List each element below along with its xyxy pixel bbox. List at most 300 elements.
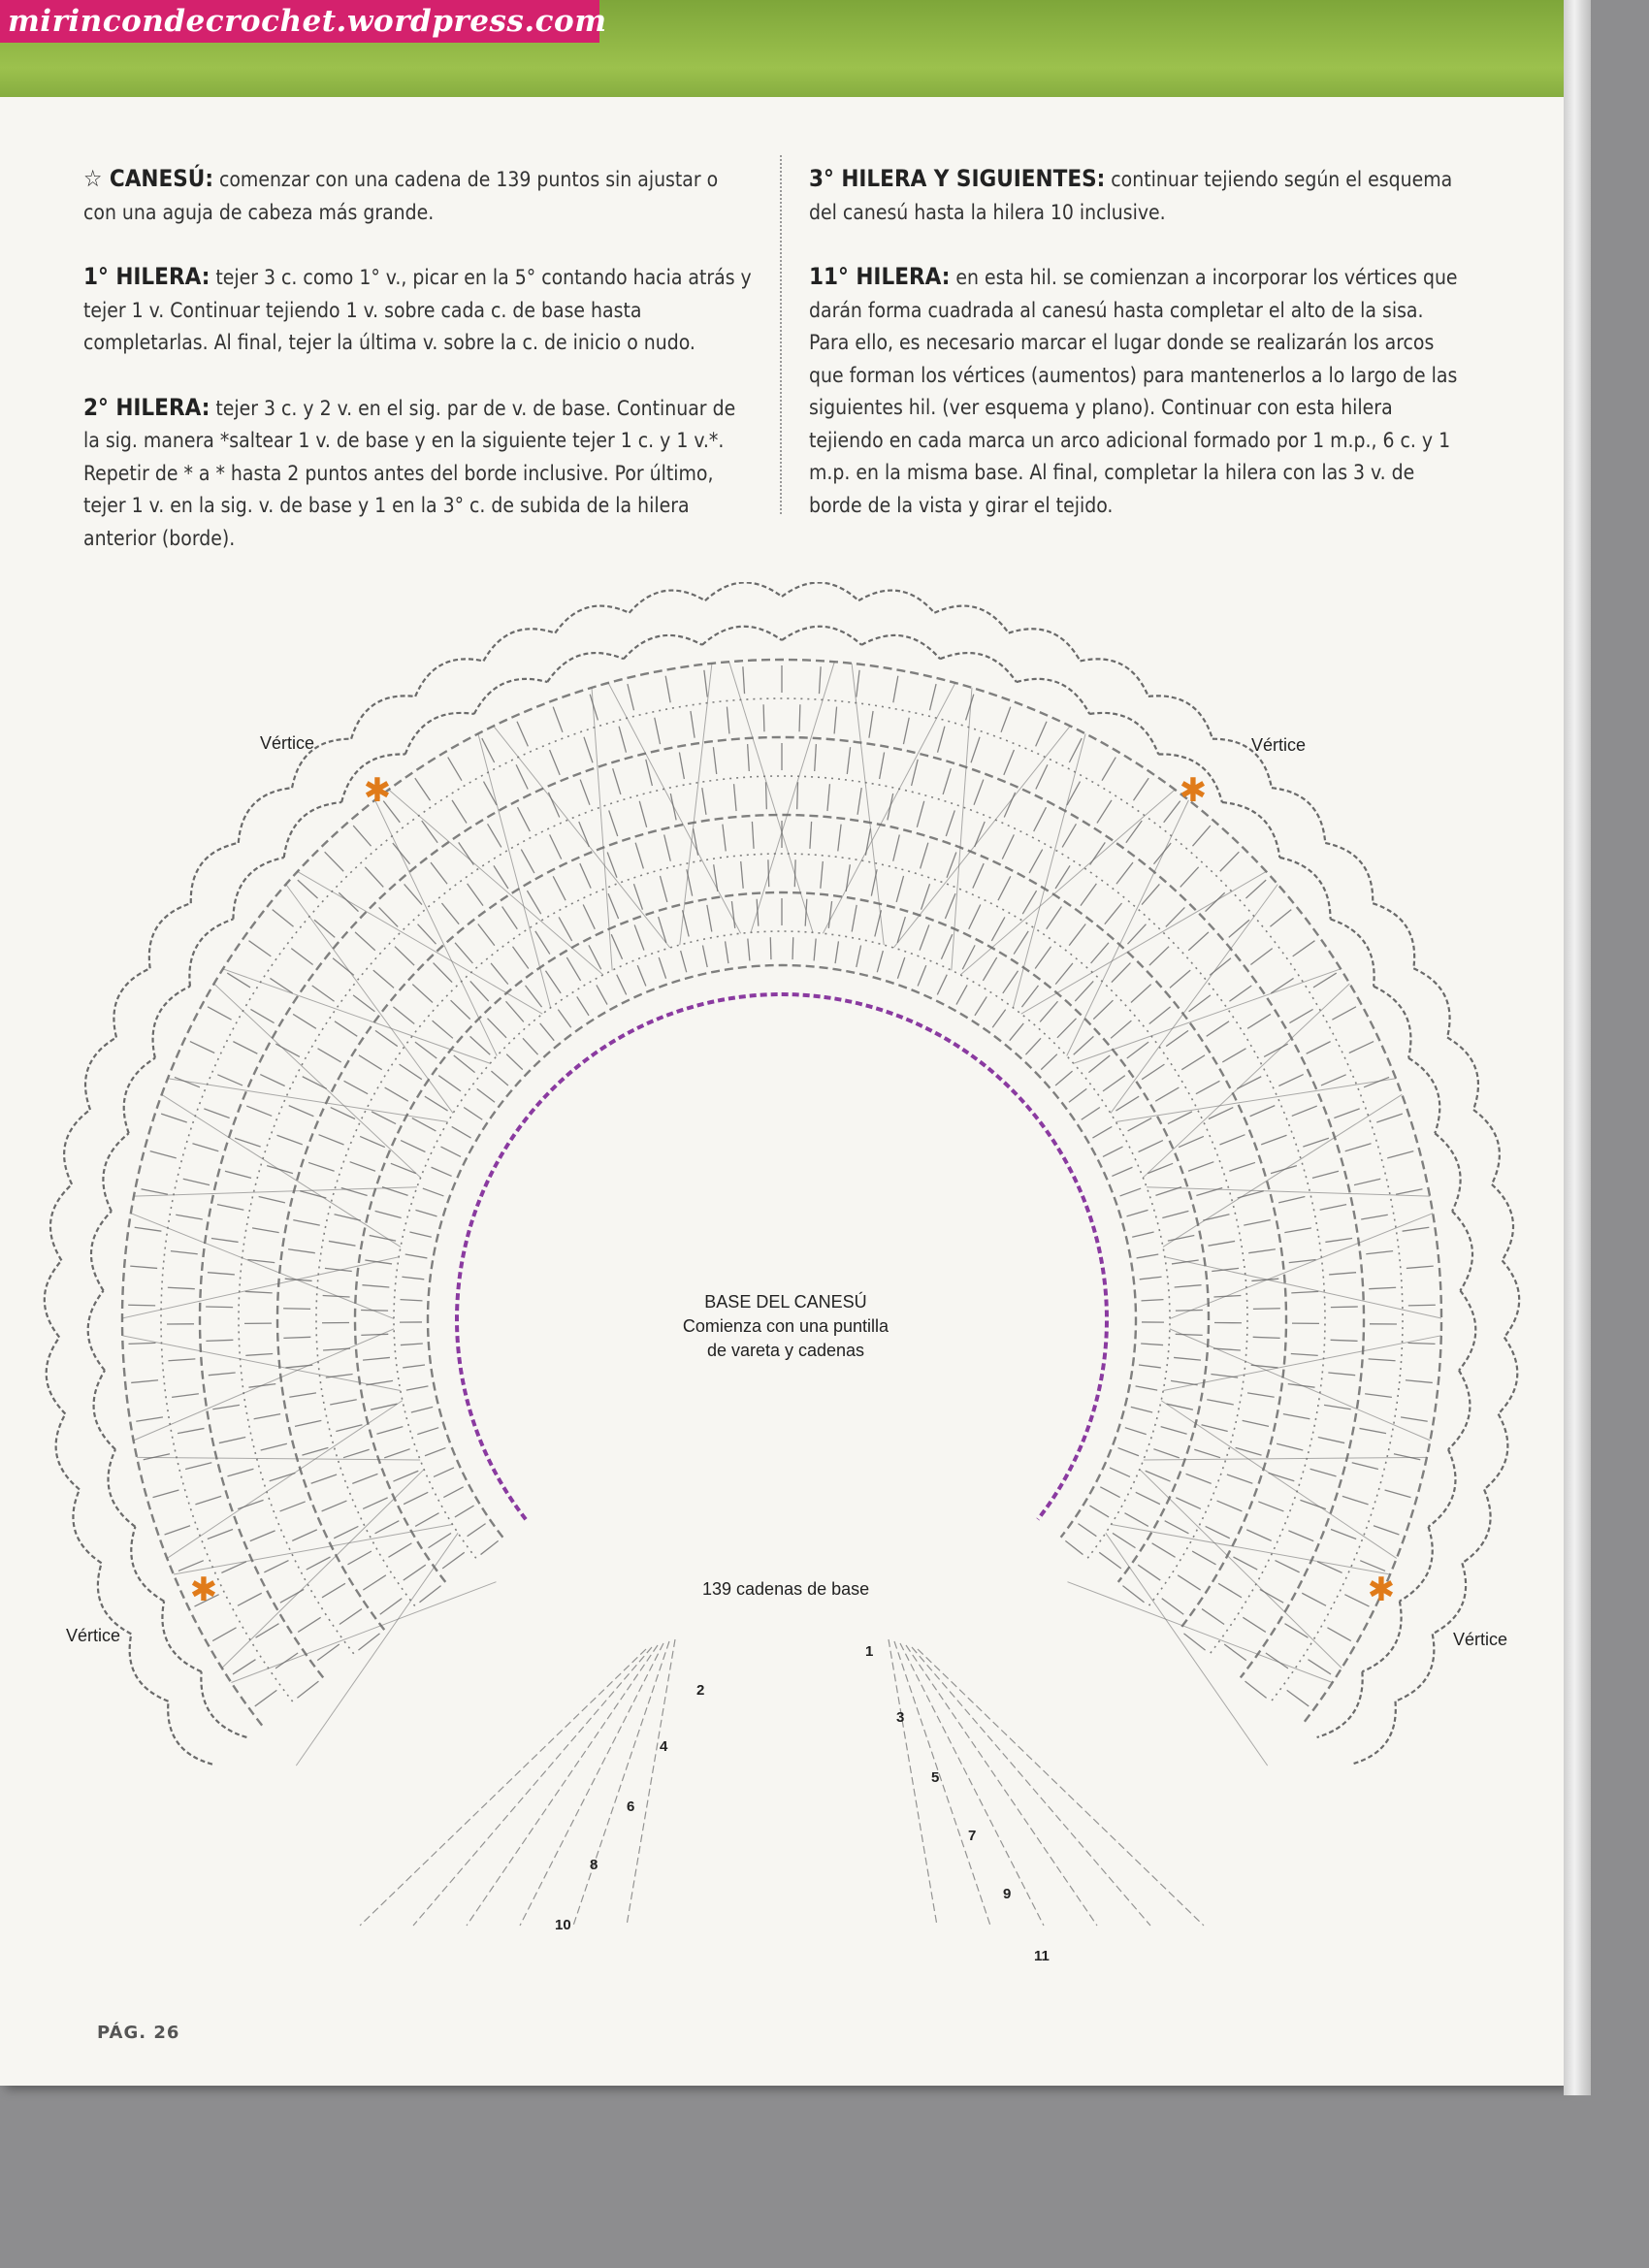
page-edge — [1564, 0, 1591, 2095]
stitch-tick — [246, 1106, 272, 1116]
stitch-tick — [1127, 1210, 1148, 1216]
stitch-tick — [1133, 778, 1148, 800]
stitch-tick — [1202, 1609, 1224, 1625]
stitch-tick — [639, 801, 646, 827]
center-line-1: Comienza con una puntilla — [682, 1316, 889, 1336]
stitch-tick — [1164, 801, 1180, 823]
scallop-arc — [88, 1290, 105, 1370]
stitch-tick — [748, 939, 750, 961]
stitch-tick — [245, 1353, 273, 1355]
scallop-arc — [1351, 1701, 1396, 1765]
scallop-arc — [1089, 713, 1158, 755]
stitch-tick — [613, 768, 621, 794]
stitch-tick — [470, 1036, 491, 1054]
stitch-tick — [1206, 1526, 1230, 1538]
stitch-tick — [488, 824, 501, 847]
stitch-tick — [176, 1215, 203, 1219]
scallop-arc — [47, 1338, 66, 1414]
stitch-tick — [404, 884, 422, 904]
scallop-arc — [1413, 968, 1449, 1037]
stitch-tick — [329, 1241, 356, 1246]
stitch-tick — [206, 1340, 233, 1341]
stitch-tick — [1004, 750, 1015, 775]
stitch-tick — [1092, 1126, 1112, 1138]
scallop-arc — [1452, 1212, 1472, 1291]
stitch-tick — [617, 975, 627, 995]
stitch-tick — [992, 1010, 1005, 1028]
row-number-left-6: 6 — [627, 1798, 635, 1815]
row-number-left-8: 8 — [590, 1857, 598, 1873]
stitch-tick — [330, 1400, 357, 1405]
stitch-tick — [1180, 867, 1199, 888]
stitch-tick — [1069, 1088, 1086, 1102]
stitch-tick — [921, 843, 928, 869]
stitch-tick — [857, 946, 861, 968]
stitch-tick — [975, 822, 986, 847]
stitch-tick — [559, 917, 572, 940]
stitch-tick — [1089, 1506, 1109, 1517]
stitch-tick — [1103, 1147, 1123, 1156]
stitch-tick — [1207, 1400, 1234, 1405]
stitch-tick — [1029, 850, 1043, 873]
stitch-tick — [962, 945, 975, 969]
stitch-tick — [1139, 1141, 1163, 1152]
row11-title: 11° HILERA: — [809, 263, 951, 290]
vertex-star-icon: ✱ — [189, 1571, 218, 1609]
stitch-tick — [395, 947, 414, 965]
stitch-tick — [1245, 880, 1266, 898]
stitch-tick — [365, 867, 383, 888]
scallop-arc — [94, 1371, 115, 1450]
stitch-tick — [491, 963, 508, 985]
stitch-tick — [355, 932, 375, 951]
stitch-tick — [1178, 1575, 1201, 1590]
stitch-tick — [440, 1147, 461, 1156]
stitch-tick — [1162, 1599, 1184, 1615]
stitch-tick — [404, 1565, 426, 1580]
stitch-tick — [335, 1215, 361, 1220]
stitch-tick — [1244, 1220, 1270, 1226]
stitch-tick — [857, 788, 861, 815]
stitch-tick — [153, 1490, 179, 1498]
stitch-tick — [847, 747, 850, 774]
stitch-tick — [1220, 852, 1240, 871]
column-divider — [780, 155, 782, 514]
stitch-tick — [363, 1575, 386, 1590]
stitch-tick — [1141, 1344, 1163, 1345]
stitch-tick — [1004, 793, 1015, 818]
stitch-tick — [1062, 824, 1076, 847]
row-number-left-10: 10 — [555, 1917, 571, 1933]
stitch-tick — [1229, 1162, 1255, 1171]
scallop-arc — [555, 606, 629, 633]
stitch-tick — [1132, 1232, 1153, 1237]
side-band-line — [627, 1639, 675, 1926]
stitch-tick — [731, 901, 734, 928]
stitch-tick — [388, 1543, 411, 1557]
stitch-tick — [714, 864, 718, 891]
scallop-arc — [1325, 843, 1373, 903]
stitch-tick — [255, 1690, 277, 1706]
stitch-tick — [506, 1054, 523, 1070]
stitch-tick — [380, 1599, 403, 1615]
stitch-tick — [1300, 1500, 1325, 1508]
stitch-tick — [1275, 1561, 1299, 1572]
stitch-tick — [409, 1232, 431, 1237]
stitch-tick — [1331, 1307, 1358, 1308]
stitch-tick — [339, 892, 358, 911]
stitch-tick — [1102, 758, 1116, 781]
stitch-tick — [723, 825, 726, 852]
stitch-tick — [1271, 978, 1293, 993]
stitch-tick — [1168, 1236, 1194, 1242]
stitch-tick — [319, 1135, 344, 1145]
scallop-arc — [109, 1449, 136, 1527]
stitch-tick — [1236, 1447, 1262, 1455]
stitch-tick — [597, 985, 607, 1004]
stitch-tick — [550, 834, 562, 859]
scallop-arc — [1373, 903, 1414, 968]
stitch-tick — [659, 957, 665, 979]
stitch-tick — [1192, 1551, 1215, 1565]
side-band-line — [413, 1647, 652, 1926]
side-band-line — [573, 1641, 669, 1926]
stitch-tick — [1138, 1565, 1160, 1580]
vertex-label-top-right: Vértice — [1251, 735, 1307, 755]
stitch-tick — [1408, 1305, 1436, 1306]
stitch-tick — [1091, 943, 1109, 963]
stitch-tick — [518, 807, 531, 831]
stitch-tick — [1116, 1096, 1139, 1111]
stitch-tick — [897, 957, 904, 979]
stitch-tick — [1179, 1136, 1204, 1147]
scallop-arc — [940, 653, 1017, 682]
stitch-tick — [1170, 970, 1190, 988]
stitch-tick — [1325, 1239, 1352, 1243]
stitch-tick — [535, 931, 550, 955]
stitch-tick — [609, 810, 618, 836]
scallop-arc — [1433, 1563, 1466, 1634]
stitch-tick — [434, 963, 453, 983]
stitch-tick — [1081, 884, 1096, 906]
stitch-tick — [1403, 1227, 1430, 1231]
stitch-tick — [1036, 764, 1048, 789]
fan-line — [893, 726, 1070, 948]
scallop-arc — [1429, 1449, 1456, 1527]
stitch-tick — [1206, 892, 1225, 911]
base-chain — [457, 994, 1107, 1519]
stitch-tick — [415, 778, 431, 800]
stitch-tick — [1153, 843, 1171, 864]
stitch-tick — [373, 970, 394, 988]
stitch-tick — [628, 684, 634, 710]
stitch-tick — [607, 852, 617, 877]
stitch-tick — [1270, 910, 1291, 927]
stitch-tick — [227, 973, 250, 988]
stitch-tick — [1394, 1454, 1420, 1460]
stitch-row — [394, 931, 1170, 1558]
stitch-tick — [1247, 1014, 1271, 1028]
stitch-tick — [245, 1291, 273, 1292]
stitch-tick — [283, 1337, 310, 1338]
stitch-tick — [1110, 1468, 1130, 1476]
stitch-tick — [1111, 1021, 1131, 1038]
stitch-tick — [945, 893, 955, 919]
stitch-tick — [814, 939, 816, 961]
stitch-tick — [217, 1205, 243, 1211]
stitch-tick — [238, 1500, 263, 1508]
stitch-tick — [679, 752, 684, 779]
stitch-tick — [192, 1144, 218, 1151]
stitch-tick — [681, 951, 687, 972]
stitch-tick — [235, 1138, 261, 1147]
stitch-tick — [1283, 1414, 1310, 1419]
stitch-tick — [359, 1055, 382, 1070]
stitch-tick — [1055, 963, 1073, 985]
stitch-tick — [1247, 1393, 1275, 1397]
stitch-tick — [358, 1634, 379, 1650]
canesu-paragraph — [83, 163, 753, 229]
stitch-tick — [702, 788, 706, 815]
stitch-tick — [168, 1359, 195, 1361]
stitch-tick — [971, 737, 980, 763]
vertex-star-icon: ✱ — [1367, 1571, 1396, 1609]
scallop-arc — [483, 629, 555, 661]
stitch-tick — [1067, 782, 1081, 805]
stitch-tick — [344, 1081, 369, 1093]
stitch-tick — [405, 1254, 428, 1258]
stitch-tick — [288, 1249, 315, 1253]
scallop-arc — [149, 903, 191, 968]
stitch-tick — [402, 1277, 424, 1280]
stitch-tick — [983, 957, 996, 981]
stitch-tick — [1320, 1205, 1346, 1211]
stitch-tick — [1291, 1291, 1318, 1292]
stitch-tick — [442, 1552, 465, 1569]
watermark-banner[interactable]: mirincondecrochet.wordpress.com — [0, 0, 599, 43]
stitch-tick — [308, 1162, 335, 1171]
stitch-tick — [1203, 1215, 1229, 1220]
stitch-tick — [1082, 1108, 1100, 1120]
stitch-tick — [1055, 865, 1070, 889]
stitch-tick — [975, 996, 986, 1015]
scallop-arc — [1408, 1058, 1439, 1134]
stitch-tick — [1406, 1380, 1433, 1383]
stitch-tick — [1161, 1427, 1187, 1435]
fan-line — [298, 871, 543, 1014]
row1-title: 1° HILERA: — [83, 263, 210, 290]
stitch-tick — [1366, 1251, 1393, 1254]
stitch-tick — [217, 1075, 242, 1085]
stitch-tick — [1014, 931, 1028, 955]
stitch-tick — [1131, 1407, 1152, 1412]
stitch-tick — [545, 971, 561, 993]
stitch-tick — [941, 934, 952, 959]
stitch-tick — [797, 782, 798, 809]
scallop-arc — [1222, 802, 1279, 858]
stitch-tick — [665, 676, 670, 703]
stitch-tick — [1120, 1188, 1142, 1196]
stitch-tick — [1309, 1660, 1332, 1674]
stitch-tick — [293, 1220, 319, 1226]
stitch-tick — [185, 1463, 211, 1470]
stitch-tick — [553, 707, 563, 732]
side-band-line — [520, 1643, 663, 1926]
stitch-tick — [1103, 1076, 1125, 1091]
stitch-tick — [1118, 1448, 1139, 1456]
stitch-tick — [834, 707, 836, 734]
stitch-tick — [611, 934, 622, 959]
stitch-tick — [1243, 1617, 1266, 1632]
stitch-tick — [142, 1189, 168, 1195]
stitch-tick — [487, 1019, 506, 1038]
stitch-tick — [1401, 1417, 1428, 1421]
stitch-tick — [295, 1420, 321, 1426]
stitch-tick — [360, 1136, 385, 1147]
stitch-tick — [208, 1273, 235, 1275]
stitch-tick — [1328, 1373, 1355, 1376]
fan-line — [296, 1533, 458, 1766]
stitch-tick — [289, 1106, 314, 1117]
stitch-tick — [799, 704, 800, 731]
stitch-tick — [204, 1109, 229, 1118]
stitch-tick — [219, 1438, 245, 1443]
base-chain-label: 139 cadenas de base — [702, 1579, 870, 1599]
side-band-line — [918, 1649, 1204, 1926]
fan-line — [1067, 800, 1189, 1056]
stitch-tick — [1250, 1106, 1276, 1117]
stitch-tick — [828, 901, 831, 928]
stitch-tick — [385, 1087, 408, 1101]
stitch-tick — [1291, 1353, 1318, 1355]
stitch-tick — [704, 670, 707, 697]
scallop-arc — [162, 1602, 201, 1672]
stitch-tick — [412, 985, 433, 1003]
stitch-tick — [195, 1496, 221, 1504]
scallop-arc — [233, 858, 283, 919]
stitch-tick — [660, 876, 666, 902]
stitch-tick — [1131, 985, 1151, 1003]
stitch-tick — [403, 1365, 425, 1368]
stitch-tick — [417, 1428, 438, 1435]
stitch-tick — [857, 670, 859, 697]
scallop-arc — [1272, 788, 1325, 843]
stitch-tick — [566, 957, 580, 981]
stitch-tick — [375, 1211, 402, 1217]
stitch-tick — [1192, 826, 1210, 846]
fan-line — [375, 800, 498, 1056]
stitch-tick — [1139, 1365, 1161, 1368]
stitch-tick — [464, 1108, 482, 1120]
stitch-tick — [741, 861, 743, 889]
scallop-arc — [1395, 1634, 1434, 1701]
stitch-tick — [1176, 1498, 1201, 1509]
stitch-tick — [211, 1239, 239, 1243]
stitch-tick — [1065, 1540, 1083, 1554]
stitch-tick — [1188, 932, 1209, 951]
stitch-tick — [363, 1357, 390, 1360]
stitch-tick — [212, 1628, 236, 1641]
stitch-tick — [264, 1561, 288, 1572]
row3-paragraph — [809, 163, 1469, 229]
stitch-tick — [322, 1583, 345, 1597]
stitch-tick — [893, 676, 898, 703]
stitch-tick — [393, 843, 410, 864]
stitch-tick — [478, 923, 495, 945]
stitch-tick — [943, 768, 951, 794]
stitch-tick — [425, 1448, 445, 1456]
row-number-left-2: 2 — [696, 1682, 705, 1699]
stitch-tick — [484, 782, 498, 805]
stitch-tick — [1162, 1211, 1188, 1217]
stitch-tick — [401, 1300, 423, 1301]
stitch-tick — [401, 1344, 423, 1345]
fan-line — [222, 1470, 424, 1669]
stitch-tick — [1266, 1653, 1288, 1669]
stitch-tick — [128, 1343, 155, 1344]
stitch-tick — [1292, 1106, 1317, 1116]
canesu-text: comenzar con una cadena de 139 puntos sin ajustar o con una aguja de cabeza más grande. — [83, 168, 719, 224]
stitch-tick — [1148, 1163, 1173, 1173]
stitch-tick — [353, 995, 374, 1012]
stitch-tick — [1099, 1552, 1121, 1569]
row-number-right-5: 5 — [931, 1769, 940, 1786]
stitch-tick — [276, 1135, 302, 1145]
stitch-tick — [1100, 1487, 1119, 1498]
stitch-row — [122, 660, 1441, 1726]
stitch-tick — [1142, 884, 1159, 904]
stitch-tick — [1025, 1038, 1041, 1054]
stitch-tick — [406, 1386, 429, 1390]
stitch-tick — [1278, 1196, 1305, 1202]
stitch-tick — [1224, 1644, 1246, 1661]
stitch-tick — [1331, 1530, 1356, 1539]
stitch-tick — [821, 861, 823, 889]
fan-line — [162, 1094, 401, 1247]
row-number-right-11: 11 — [1034, 1948, 1050, 1964]
stitch-tick — [702, 946, 707, 968]
stitch-tick — [1021, 986, 1038, 1007]
stitch-tick — [929, 684, 936, 710]
scallop-arc — [1459, 1290, 1475, 1370]
stitch-tick — [172, 1394, 199, 1398]
stitch-tick — [1174, 1357, 1201, 1360]
stitch-tick — [451, 1000, 470, 1019]
stitch-tick — [917, 801, 923, 827]
stitch-tick — [350, 1162, 375, 1172]
stitch-tick — [1165, 1521, 1189, 1534]
stitch-tick — [1218, 1583, 1242, 1597]
stitch-tick — [363, 1498, 388, 1509]
stitch-tick — [1345, 1144, 1372, 1151]
stitch-tick — [969, 905, 981, 929]
scallop-arc — [624, 635, 702, 659]
stitch-tick — [838, 825, 841, 852]
scallop-arc — [1017, 679, 1089, 714]
scallop-arc — [85, 1037, 116, 1109]
stitch-tick — [1124, 1513, 1148, 1527]
stitch-tick — [752, 822, 754, 849]
stitch-tick — [827, 784, 829, 811]
stitch-tick — [1406, 1266, 1434, 1268]
stitch-tick — [171, 1251, 198, 1254]
stitch-tick — [275, 1653, 298, 1669]
stitch-tick — [1303, 1138, 1329, 1147]
stitch-tick — [637, 965, 646, 986]
stitch-tick — [1128, 1118, 1152, 1131]
scallop-arc — [702, 627, 782, 645]
row-number-left-4: 4 — [660, 1738, 668, 1755]
